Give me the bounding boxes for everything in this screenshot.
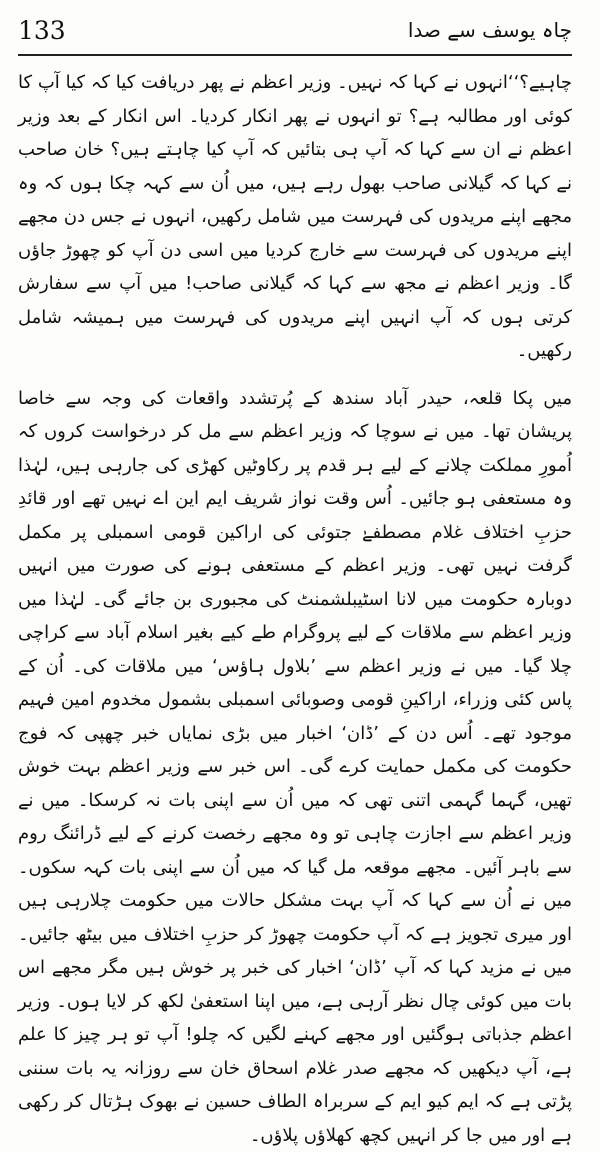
paragraph: چاہیے؟‘‘انہوں نے کہا کہ نہیں۔ وزیر اعظم نے پھر دریافت کیا کہ کیا آپ کا کوئی اور مطالبہ ہے؟ تو انہوں نے پھر انکار کردیا۔ اس انکار کے بعد وزیر اعظم نے ان سے کہا کہ آپ ہی بتائیں کہ آپ کیا چاہتے ہیں؟ خان صاحب نے کہا کہ گیلانی صاحب بھول رہے ہیں، میں اُن سے کہہ چکا ہوں کہ وہ مجھے اپنے مریدوں کی فہرست میں شامل رکھیں، انہوں نے جس دن مجھے اپنے مریدوں کی فہرست سے خارج کردیا میں اسی دن آپ کو چھوڑ جاؤں گا۔ وزیر اعظم نے مجھ سے کہا کہ گیلانی صاحب! میں آپ سے سفارش کرتی ہوں کہ آپ انہیں اپنے مریدوں کی فہرست میں ہمیشہ شامل رکھیں۔: [18, 66, 572, 368]
page-number: 133: [18, 16, 66, 45]
paragraph: میں پکا قلعہ، حیدر آباد سندھ کے پُرتشدد واقعات کی وجہ سے خاصا پریشان تھا۔ میں نے سوچا کہ وزیر اعظم سے مل کر درخواست کروں کہ اُمورِ مملکت چلانے کے لیے ہر قدم پر رکاوٹیں کھڑی کی جارہی ہیں، لہٰذا وہ مستعفی ہو جائیں۔ اُس وقت نواز شریف ایم این اے نہیں تھے اور قائدِ حزبِ اختلاف غلام مصطفےٰ جتوئی کی اراکین قومی اسمبلی پر مکمل گرفت نہیں تھی۔ وزیر اعظم کے مستعفی ہونے کی صورت میں انہیں دوبارہ حکومت میں لانا اسٹیبلشمنٹ کی مجبوری بن جائے گی۔ لہٰذا میں وزیر اعظم سے ملاقات کے لیے پروگرام طے کیے بغیر اسلام آباد سے کراچی چلا گیا۔ میں نے وزیر اعظم سے ’بلاول ہاؤس‘ میں ملاقات کی۔ اُن کے پاس کئی وزراء، اراکینِ قومی وصوبائی اسمبلی بشمول مخدوم امین فہیم موجود تھے۔ اُس دن کے ’ڈان‘ اخبار میں بڑی نمایاں خبر چھپی کہ فوج حکومت کی مکمل حمایت کرے گی۔ اس خبر سے وزیر اعظم بہت خوش تھیں، گہما گہمی اتنی تھی کہ میں اُن سے اپنی بات نہ کرسکا۔ میں نے وزیر اعظم سے اجازت چاہی تو وہ مجھے رخصت کرنے کے لیے ڈرائنگ روم سے باہر آئیں۔ مجھے موقعہ مل گیا کہ میں اُن سے اپنی بات کہہ سکوں۔ میں نے اُن سے کہا کہ آپ بہت مشکل حالات میں حکومت چلارہی ہیں اور میری تجویز ہے کہ آپ حکومت چھوڑ کر حزبِ اختلاف میں بیٹھ جائیں۔ میں نے مزید کہا کہ آپ ’ڈان‘ اخبار کی خبر پر خوش ہیں مگر مجھے اس بات میں کوئی چال نظر آرہی ہے، میں اپنا استعفیٰ لکھ کر لایا ہوں۔ وزیر اعظم جذباتی ہوگئیں اور مجھے کہنے لگیں کہ چلو! آپ تو ہر چیز کا علم ہے، آپ دیکھیں کہ مجھے صدر غلام اسحاق خان سے روزانہ یہ بات سننی پڑتی ہے کہ ایم کیو ایم کے سربراہ الطاف حسین نے بھوک ہڑتال کر رکھی ہے اور میں جا کر انہیں کچھ کھلاؤں پلاؤں۔: [18, 382, 572, 1152]
page-header: [18, 14, 572, 56]
running-head: چاہ یوسف سے صدا: [408, 18, 572, 42]
body-text: [18, 66, 572, 1152]
